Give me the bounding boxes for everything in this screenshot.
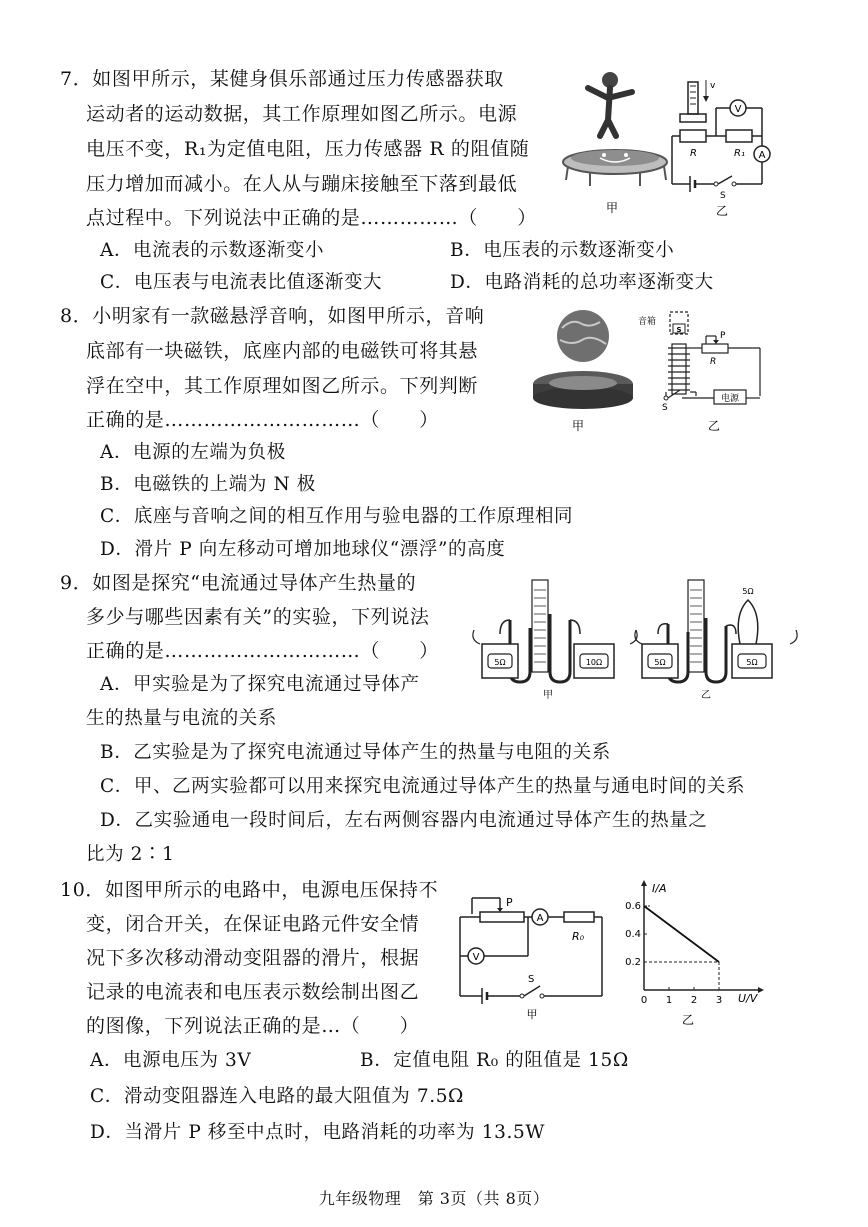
q8-R-label: R — [710, 357, 717, 367]
chart-xlabel: U/V — [738, 992, 758, 1005]
q10-line-4: 记录的电流表和电压表示数绘制出图乙 — [86, 981, 420, 1003]
q9-yi-right-resistor: 5Ω — [746, 658, 758, 667]
q8-line-2: 底部有一块磁铁，底座内部的电磁铁可将其悬 — [86, 340, 479, 362]
rheostat-icon — [702, 344, 728, 353]
q8-line-1: 8．小明家有一款磁悬浮音响，如图甲所示，音响 — [60, 305, 485, 327]
q10-line-1: 10．如图甲所示的电路中，电源电压保持不 — [60, 879, 439, 901]
scale-ruler-icon — [688, 580, 704, 672]
q7-line-3: 电压不变，R₁为定值电阻，压力传感器 R 的阻值随 — [86, 138, 530, 160]
pressure-sensor-R — [680, 130, 706, 142]
chart-y-tick-label: 0.2 — [625, 957, 641, 968]
globe-speaker-icon — [557, 310, 609, 362]
q10-caption-jia: 甲 — [526, 1008, 538, 1021]
q7-line-2: 运动者的运动数据，其工作原理如图乙所示。电源 — [86, 103, 518, 125]
chart-ylabel: I/A — [652, 882, 667, 895]
q8-line-4: 正确的是…………………………（ ） — [86, 409, 439, 431]
q10-P-label: P — [506, 896, 513, 909]
u-tube-right-icon — [550, 614, 570, 682]
q8-source-label: 电源 — [720, 394, 740, 404]
q7-line-5: 点过程中。下列说法中正确的是……………（ ） — [86, 207, 537, 229]
switch-icon — [718, 176, 732, 184]
q7-S-label: S — [720, 191, 726, 201]
q8-option-c[interactable]: C．底座与音响之间的相互作用与验电器的工作原理相同 — [100, 506, 574, 527]
q8-figure-circuit — [636, 310, 776, 436]
q8-P-label: P — [720, 331, 726, 341]
q8-S-label: S — [662, 403, 668, 413]
q9-caption-jia: 甲 — [543, 690, 553, 701]
q7-caption-yi: 乙 — [715, 204, 729, 218]
chart-x-arrow — [758, 987, 764, 993]
q10-line-2: 变，闭合开关，在保证电路元件安全情 — [86, 913, 420, 935]
q7-line-1: 7．如图甲所示，某健身俱乐部通过压力传感器获取 — [60, 68, 504, 90]
q8-caption-jia: 甲 — [571, 419, 585, 433]
external-resistor-loop — [738, 600, 758, 644]
q7-V-label: V — [734, 104, 742, 115]
chart-series-line — [644, 906, 719, 962]
q9-option-a-line-1[interactable]: A．甲实验是为了探究电流通过导体产 — [100, 674, 420, 695]
chart-y-tick-label: 0.6 — [625, 901, 641, 912]
chart-y-arrow — [641, 880, 647, 886]
u-tube-right-icon — [706, 618, 726, 682]
chart-y-tick-label: 0.4 — [625, 929, 641, 940]
q10-option-a[interactable]: A．电源电压为 3V — [90, 1050, 252, 1071]
q8-option-a[interactable]: A．电源的左端为负极 — [100, 442, 286, 463]
q8-caption-yi: 乙 — [707, 419, 721, 433]
q8-figure-levitating-speaker — [528, 306, 638, 436]
q7-option-b[interactable]: B．电压表的示数逐渐变小 — [450, 240, 675, 261]
q9-yi-left-resistor: 5Ω — [654, 658, 666, 667]
electromagnet-coil-icon — [668, 344, 690, 394]
q8-speaker-label: 音箱 — [638, 317, 657, 327]
fixed-resistor-R1 — [726, 130, 752, 142]
q9-jia-right-resistor: 10Ω — [585, 658, 603, 667]
rheostat-icon — [480, 912, 524, 922]
q7-R-label: R — [690, 148, 697, 159]
page-footer: 九年级物理 第 3页（共 8页） — [318, 1189, 550, 1208]
q9-option-d-line-2: 比为 2∶1 — [86, 844, 175, 865]
q10-V-label: V — [472, 952, 480, 963]
q7-option-d[interactable]: D．电路消耗的总功率逐渐变大 — [450, 272, 714, 293]
q9-option-b[interactable]: B．乙实验是为了探究电流通过导体产生的热量与电阻的关系 — [100, 742, 611, 763]
q8-line-3: 浮在空中，其工作原理如图乙所示。下列判断 — [86, 375, 479, 397]
q7-R1-label: R₁ — [734, 148, 745, 159]
q10-R0-label: R₀ — [572, 930, 585, 943]
q7-line-4: 压力增加而减小。在人从与蹦床接触至下落到最低 — [86, 173, 518, 195]
q7-velocity-label: v — [710, 81, 716, 91]
q9-line-3: 正确的是…………………………（ ） — [86, 640, 439, 662]
q10-iu-chart — [620, 880, 770, 1030]
q7-A-label: A — [758, 150, 766, 161]
fixed-resistor-R0 — [564, 912, 594, 922]
q9-option-a-line-2: 生的热量与电流的关系 — [86, 708, 278, 729]
scale-ruler-icon — [532, 580, 548, 672]
q8-option-b[interactable]: B．电磁铁的上端为 N 极 — [100, 474, 316, 495]
chart-x-tick-label: 0 — [640, 995, 648, 1006]
q9-jia-left-resistor: 5Ω — [494, 658, 506, 667]
q9-line-1: 9．如图是探究“电流通过导体产生热量的 — [60, 572, 417, 594]
q7-option-c[interactable]: C．电压表与电流表比值逐渐变大 — [100, 272, 383, 293]
q9-option-c[interactable]: C．甲、乙两实验都可以用来探究电流通过导体产生的热量与通电时间的关系 — [100, 776, 746, 797]
q10-option-d[interactable]: D．当滑片 P 移至中点时，电路消耗的功率为 13.5W — [90, 1122, 545, 1143]
q10-option-b[interactable]: B．定值电阻 R₀ 的阻值是 15Ω — [360, 1050, 629, 1071]
q9-caption-yi: 乙 — [701, 690, 711, 701]
chart-x-tick-label: 2 — [690, 995, 698, 1006]
q8-magnet-pole-label: S — [676, 326, 682, 334]
q9-yi-external-resistor: 5Ω — [742, 587, 754, 596]
q10-line-3: 况下多次移动滑动变阻器的滑片，根据 — [86, 947, 420, 969]
chart-caption: 乙 — [681, 1013, 695, 1027]
q8-option-d[interactable]: D．滑片 P 向左移动可增加地球仪“漂浮”的高度 — [100, 539, 506, 560]
q10-figure-circuit — [452, 884, 612, 1024]
q10-A-label: A — [536, 913, 544, 924]
q9-figure-yi — [632, 574, 800, 704]
q7-caption-jia: 甲 — [605, 201, 619, 215]
q9-line-2: 多少与哪些因素有关”的实验，下列说法 — [86, 606, 430, 628]
q10-line-5: 的图像，下列说法正确的是…（ ） — [86, 1015, 420, 1037]
q9-figure-jia — [470, 574, 640, 704]
chart-x-tick-label: 3 — [715, 995, 723, 1006]
q7-option-a[interactable]: A．电流表的示数逐渐变小 — [100, 240, 325, 261]
chart-x-tick-label: 1 — [665, 995, 673, 1006]
q9-option-d-line-1[interactable]: D．乙实验通电一段时间后，左右两侧容器内电流通过导体产生的热量之 — [100, 810, 708, 831]
q10-option-c[interactable]: C．滑动变阻器连入电路的最大阻值为 7.5Ω — [90, 1086, 464, 1107]
switch-icon — [524, 986, 540, 996]
q10-S-label: S — [528, 974, 535, 985]
q7-figure-circuit — [670, 72, 780, 222]
